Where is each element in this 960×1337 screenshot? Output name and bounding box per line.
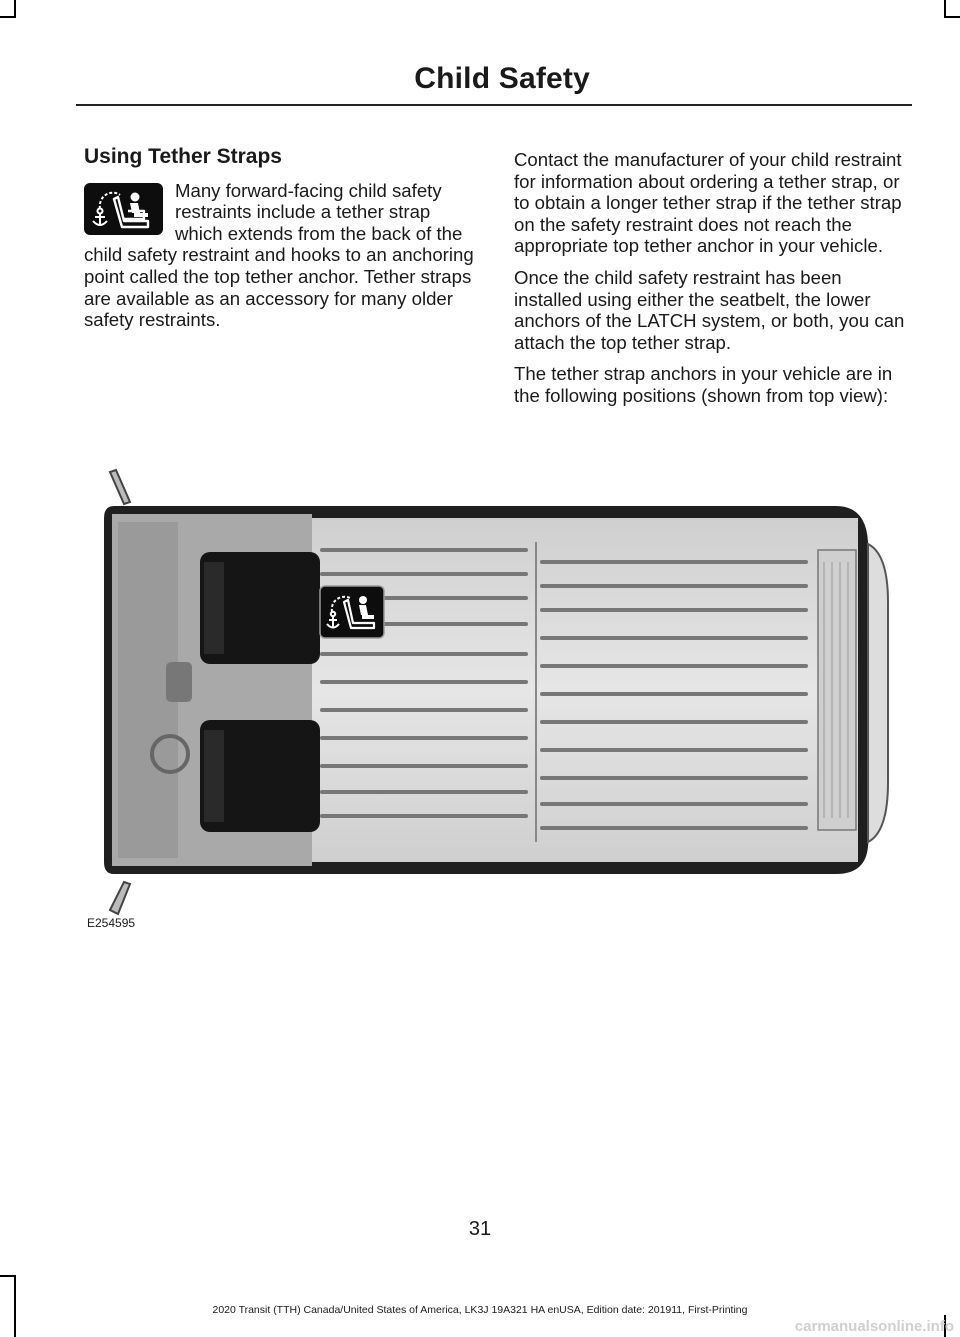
left-column [84, 146, 479, 331]
figure-code: E254595 [87, 916, 136, 930]
intro-paragraph [84, 180, 479, 331]
right-column [514, 149, 909, 417]
footer-text: 2020 Transit (TTH) Canada/United States of America, LK3J 19A321 HA enUSA, Edition date: 201911, First-Printing [212, 1304, 748, 1316]
section-heading: Using Tether Straps [84, 145, 282, 168]
page-title: Child Safety [414, 62, 590, 95]
vehicle-top-view-figure [96, 462, 896, 930]
watermark: carmanualsonline.info [794, 1318, 954, 1335]
paragraph: Contact the manufacturer of your child restraint for information about ordering a tether strap, or to obtain a longer tether strap if the tether strap on the safety restraint does not reach the appropriate top tether anchor in your vehicle. [514, 149, 902, 257]
page-number: 31 [468, 1218, 492, 1240]
intro-text: Many forward-facing child safety restraints include a tether strap which extends from the back of the child safety restraint and hooks to an anchoring point called the top tether anchor. Tether straps are available as an accessory for many older safety restraints. [84, 179, 474, 331]
tether-anchor-icon [84, 183, 163, 235]
header-divider [76, 104, 912, 106]
crop-mark [944, 16, 960, 18]
crop-mark [0, 16, 16, 18]
paragraph: Once the child safety restraint has been installed using either the seatbelt, the lower anchors of the LATCH system, or both, you can attach the top tether strap. [514, 266, 905, 353]
crop-mark [0, 1275, 16, 1277]
paragraph: The tether strap anchors in your vehicle are in the following positions (shown from top view): [514, 363, 893, 406]
